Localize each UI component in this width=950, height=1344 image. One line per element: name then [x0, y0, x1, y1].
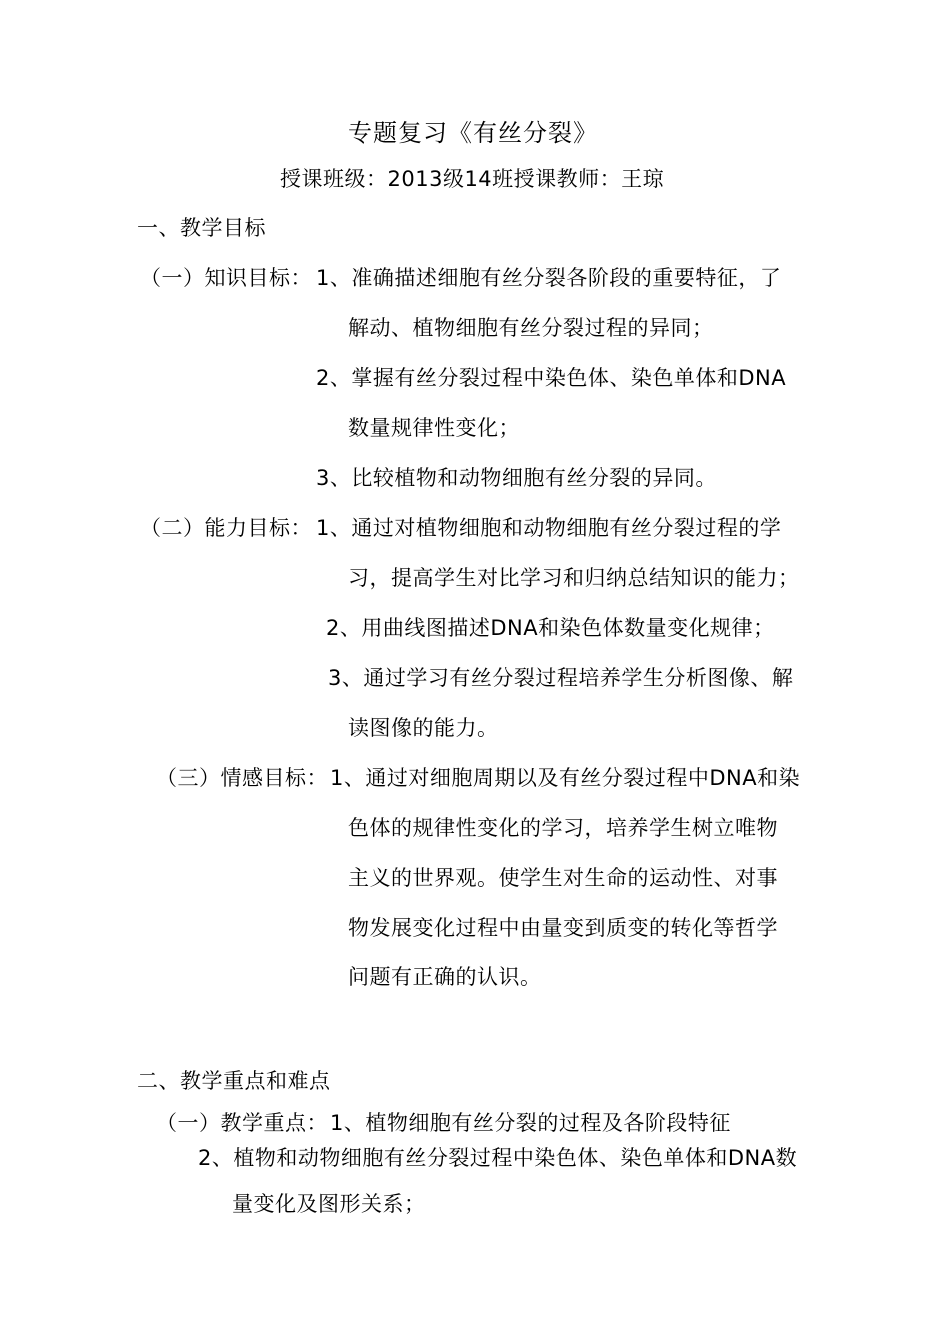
page-title: 专题复习《有丝分裂》	[348, 119, 598, 147]
section1-heading: 一、教学目标	[137, 216, 266, 240]
key-points-item2-line1: 2、植物和动物细胞有丝分裂过程中染色体、染色单体和DNA数	[198, 1146, 798, 1170]
knowledge-goals-label: （一）知识目标：	[140, 266, 312, 290]
ability-item3-line2: 读图像的能力。	[348, 716, 499, 740]
key-points-item2-line2: 量变化及图形关系；	[232, 1192, 426, 1216]
ability-item2-line1: 2、用曲线图描述DNA和染色体数量变化规律；	[326, 616, 775, 640]
page-subtitle: 授课班级：2013级14班授课教师：王琼	[280, 167, 665, 191]
emotion-goals-label: （三）情感目标：	[156, 766, 328, 790]
emotion-item1-line4: 物发展变化过程中由量变到质变的转化等哲学	[348, 916, 778, 940]
key-points-label: （一）教学重点：	[156, 1111, 328, 1135]
knowledge-item2-line2: 数量规律性变化；	[348, 416, 520, 440]
knowledge-item3-line1: 3、比较植物和动物细胞有丝分裂的异同。	[316, 466, 717, 490]
ability-goals-label: （二）能力目标：	[140, 516, 312, 540]
knowledge-item1-line1: 1、准确描述细胞有丝分裂各阶段的重要特征，了	[316, 266, 782, 290]
section2-heading: 二、教学重点和难点	[137, 1069, 331, 1093]
knowledge-item1-line2: 解动、植物细胞有丝分裂过程的异同；	[348, 316, 714, 340]
ability-item3-line1: 3、通过学习有丝分裂过程培养学生分析图像、解	[328, 666, 794, 690]
knowledge-item2-line1: 2、掌握有丝分裂过程中染色体、染色单体和DNA	[316, 366, 787, 390]
emotion-item1-line5: 问题有正确的认识。	[348, 965, 542, 989]
key-points-item1-line1: 1、植物细胞有丝分裂的过程及各阶段特征	[330, 1111, 731, 1135]
ability-item1-line2: 习，提高学生对比学习和归纳总结知识的能力；	[348, 566, 800, 590]
ability-item1-line1: 1、通过对植物细胞和动物细胞有丝分裂过程的学	[316, 516, 782, 540]
emotion-item1-line3: 主义的世界观。使学生对生命的运动性、对事	[348, 866, 778, 890]
emotion-item1-line2: 色体的规律性变化的学习，培养学生树立唯物	[348, 816, 778, 840]
emotion-item1-line1: 1、通过对细胞周期以及有丝分裂过程中DNA和染	[330, 766, 801, 790]
